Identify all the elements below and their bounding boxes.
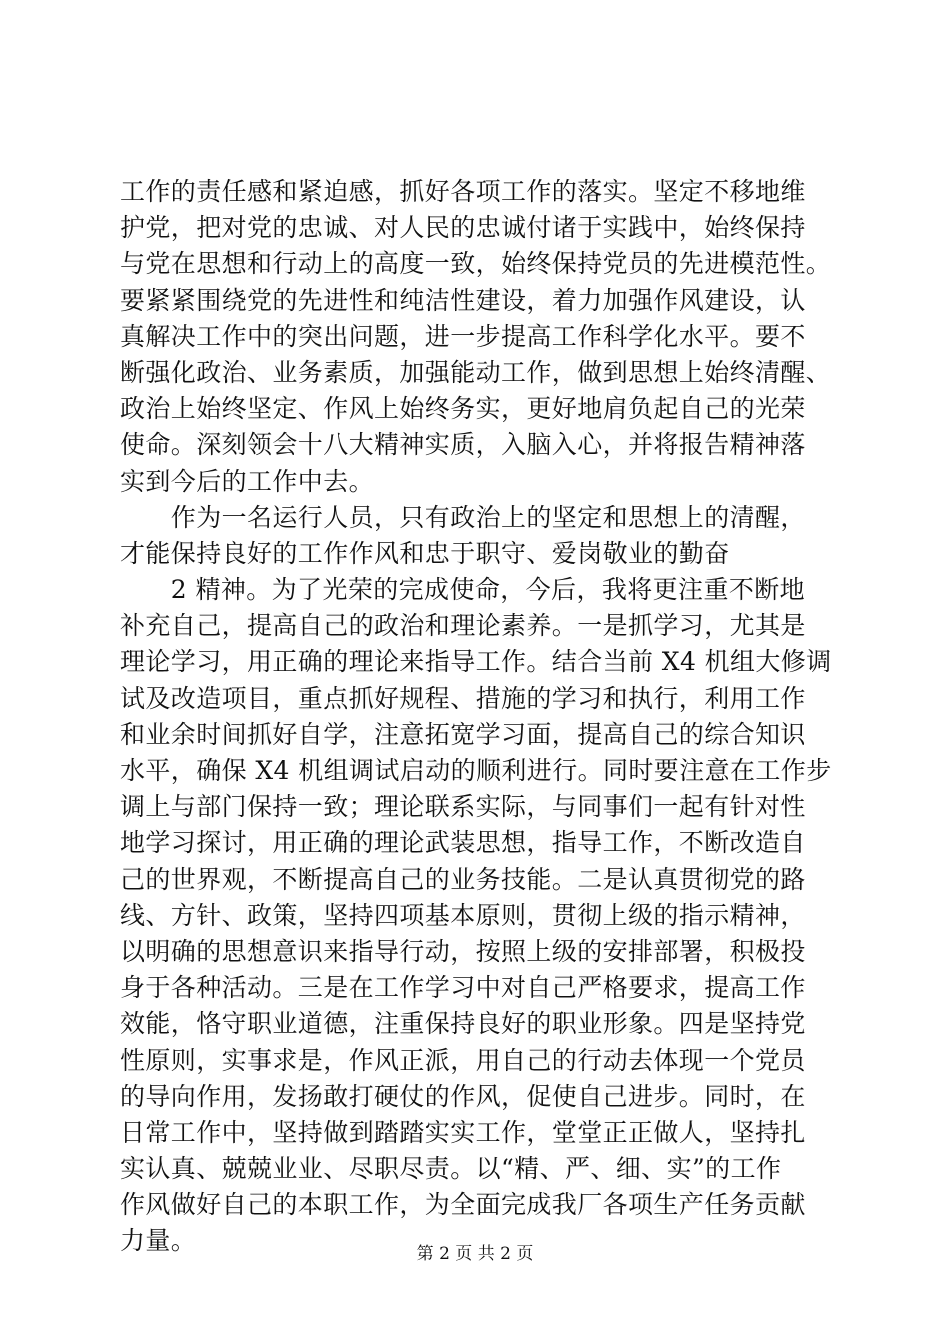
text-line: 的导向作用，发扬敢打硬仗的作风，促使自己进步。同时，在 [120,1081,806,1111]
text-line: 与党在思想和行动上的高度一致，始终保持党员的先进模范性。 [120,249,832,279]
text-line: 护党，把对党的忠诚、对人民的忠诚付诸于实践中，始终保持 [120,213,806,243]
page-footer: 第 2 页 共 2 页 [416,1244,534,1264]
text-line: 效能，恪守职业道德，注重保持良好的职业形象。四是坚持党 [120,1009,806,1039]
text-line: 作为一名运行人员，只有政治上的坚定和思想上的清醒， [120,502,806,532]
text-line: 和业余时间抓好自学，注意拓宽学习面，提高自己的综合知识 [120,719,806,749]
text-line: 才能保持良好的工作作风和忠于职守、爱岗敬业的勤奋 [120,538,730,568]
text-line: 实到今后的工作中去。 [120,466,375,496]
text-line: 实认真、兢兢业业、尽职尽责。以“精、严、细、实”的工作 [120,1154,782,1184]
text-line: 性原则，实事求是，作风正派，用自己的行动去体现一个党员 [120,1045,806,1075]
text-line: 断强化政治、业务素质，加强能动工作，做到思想上始终清醒、 [120,357,832,387]
text-line: 身于各种活动。三是在工作学习中对自己严格要求，提高工作 [120,973,806,1003]
text-line: 要紧紧围绕党的先进性和纯洁性建设，着力加强作风建设，认 [120,285,806,315]
text-line: 己的世界观，不断提高自己的业务技能。二是认真贯彻党的路 [120,864,806,894]
text-line: 工作的责任感和紧迫感，抓好各项工作的落实。坚定不移地维 [120,177,806,206]
text-line: 使命。深刻领会十八大精神实质，入脑入心，并将报告精神落 [120,430,806,460]
text-line: 地学习探讨，用正确的理论武装思想，指导工作，不断改造自 [120,828,806,858]
text-line: 理论学习，用正确的理论来指导工作。结合当前 X4 机组大修调 [120,647,832,677]
text-line: 水平，确保 X4 机组调试启动的顺利进行。同时要注意在工作步 [120,756,832,785]
text-line: 以明确的思想意识来指导行动，按照上级的安排部署，积极投 [120,936,806,966]
document-body [120,174,840,1260]
text-line: 调上与部门保持一致；理论联系实际，与同事们一起有针对性 [120,792,806,822]
text-line: 力量。 [120,1226,197,1256]
text-line: 2 精神。为了光荣的完成使命，今后，我将更注重不断地 [120,575,806,605]
text-line: 日常工作中，坚持做到踏踏实实工作，堂堂正正做人，坚持扎 [120,1117,806,1147]
text-line: 政治上始终坚定、作风上始终务实，更好地肩负起自己的光荣 [120,394,806,424]
text-line: 试及改造项目，重点抓好规程、措施的学习和执行，利用工作 [120,683,806,713]
text-line: 线、方针、政策，坚持四项基本原则，贯彻上级的指示精神， [120,900,806,930]
text-line: 作风做好自己的本职工作，为全面完成我厂各项生产任务贡献 [120,1190,806,1220]
text-line: 真解决工作中的突出问题，进一步提高工作科学化水平。要不 [120,321,806,351]
text-line: 补充自己，提高自己的政治和理论素养。一是抓学习，尤其是 [120,611,806,641]
